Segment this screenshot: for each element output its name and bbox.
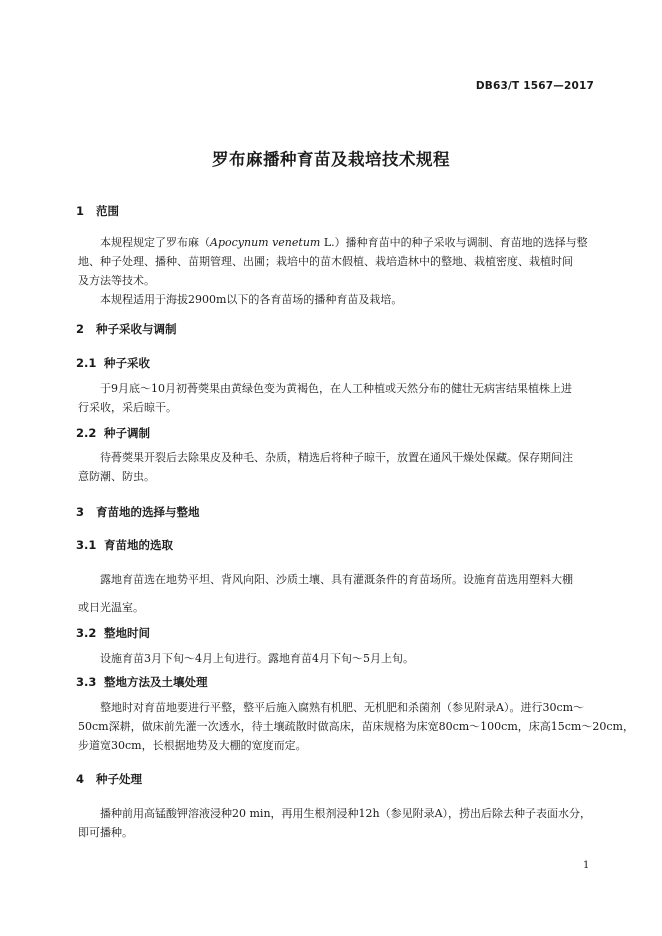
section-3-2-paragraph	[78, 649, 600, 668]
text-line: 行采收，采后晾干。	[78, 401, 177, 414]
section-2-1-paragraph	[78, 379, 600, 417]
section-4-paragraph	[78, 804, 600, 842]
text-line: 播种前用高锰酸钾溶液浸种20 min，再用生根剂浸种12h（参见附录A），捞出后除去种子表面水分，	[100, 807, 592, 820]
section-4-heading	[76, 771, 142, 787]
section-2-1-heading	[76, 355, 150, 371]
text-line: 地、种子处理、播种、苗期管理、出圃；栽培中的苗木假植、栽培造林中的整地、栽植密度、栽植时间	[78, 255, 573, 268]
latin-name: Apocynum venetum	[210, 236, 321, 249]
section-title: 种子采收与调制	[96, 322, 177, 336]
text-line: 即可播种。	[78, 826, 133, 839]
section-3-2-heading	[76, 625, 150, 641]
text-line: 或日光温室。	[78, 601, 144, 614]
text-line: 整地时对育苗地要进行平整，整平后施入腐熟有机肥、无机肥和杀菌剂（参见附录A）。进行30cm～	[100, 701, 585, 714]
section-title: 育苗地的选择与整地	[96, 505, 200, 519]
text-run: L.）播种育苗中的种子采收与调制、育苗地的选择与整	[320, 236, 588, 249]
section-number: 4	[76, 772, 85, 786]
section-1-paragraph-1	[78, 233, 600, 290]
section-number: 2.2	[76, 426, 97, 440]
section-3-1-heading	[76, 537, 173, 553]
section-title: 育苗地的选取	[104, 538, 173, 552]
section-title: 整地方法及土壤处理	[104, 675, 208, 689]
section-3-3-heading	[76, 674, 208, 690]
text-line: 步道宽30cm，长根据地势及大棚的宽度而定。	[78, 739, 307, 752]
document-title: 罗布麻播种育苗及栽培技术规程	[212, 150, 450, 169]
text-line: 意防潮、防虫。	[78, 470, 155, 483]
section-number: 2	[76, 322, 85, 336]
section-3-1-paragraph	[78, 566, 600, 622]
text-line: 本规程适用于海拔2900m以下的各育苗场的播种育苗及栽培。	[100, 293, 403, 306]
text-line: 露地育苗选在地势平坦、背风向阳、沙质土壤、具有灌溉条件的育苗场所。设施育苗选用塑料大棚	[100, 573, 573, 586]
text-run: 本规程规定了罗布麻（	[100, 236, 210, 249]
section-title: 种子处理	[96, 772, 142, 786]
text-line: 50cm深耕，做床前先灌一次透水，待土壤疏散时做高床，苗床规格为床宽80cm～100cm，床高15cm～20cm，	[78, 720, 634, 733]
section-title: 整地时间	[104, 626, 150, 640]
text-line: 设施育苗3月下旬～4月上旬进行。露地育苗4月下旬～5月上旬。	[100, 652, 414, 665]
section-number: 1	[76, 204, 85, 218]
section-2-heading	[76, 321, 177, 337]
text-line: 及方法等技术。	[78, 274, 155, 287]
section-number: 3.3	[76, 675, 97, 689]
section-2-2-heading	[76, 425, 150, 441]
text-line: 待蓇葖果开裂后去除果皮及种毛、杂质，精选后将种子晾干，放置在通风干燥处保藏。保存期间注	[100, 451, 573, 464]
section-number: 2.1	[76, 356, 97, 370]
section-number: 3.2	[76, 626, 97, 640]
text-line: 于9月底～10月初蓇葖果由黄绿色变为黄褐色，在人工种植或天然分布的健壮无病害结果植株上进	[100, 382, 572, 395]
standard-code: DB63/T 1567—2017	[475, 80, 594, 92]
section-number: 3	[76, 505, 85, 519]
section-1-paragraph-2	[78, 290, 600, 309]
section-number: 3.1	[76, 538, 97, 552]
text-line	[78, 233, 600, 252]
page-number: 1	[583, 860, 590, 871]
section-3-heading	[76, 504, 200, 520]
section-2-2-paragraph	[78, 448, 600, 486]
section-title: 种子调制	[104, 426, 150, 440]
section-title: 范围	[96, 204, 119, 218]
section-1-heading	[76, 203, 119, 219]
section-3-3-paragraph	[78, 698, 634, 755]
section-title: 种子采收	[104, 356, 150, 370]
